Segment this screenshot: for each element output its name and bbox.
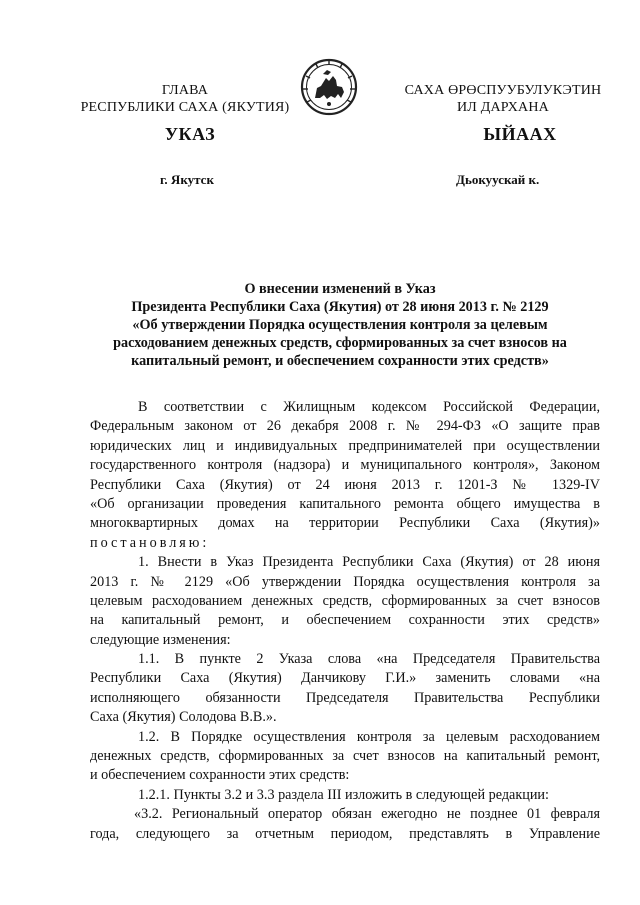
header-right-line2: ИЛ ДАРХАНА bbox=[456, 100, 549, 115]
body-line: денежных средств, сформированных за счет взносов на капитальный ремонт, bbox=[90, 748, 600, 765]
header-left bbox=[60, 82, 310, 116]
header-right bbox=[378, 82, 628, 116]
body-line: исполняющего обязанности Председателя Правительства Республики bbox=[90, 689, 600, 706]
body-line: многоквартирных домах на территории Республики Саха (Якутия)» bbox=[90, 515, 600, 532]
body-line: года, следующего за отчетным периодом, представлять в Управление bbox=[90, 825, 600, 842]
coat-of-arms-icon bbox=[300, 56, 358, 118]
header-right-line1: САХА ӨРӨСПУУБУЛУКЭТИН bbox=[404, 83, 602, 98]
body-line: 1. Внести в Указ Президента Республики Саха (Якутия) от 28 июня bbox=[138, 554, 600, 571]
doc-type-left: УКАЗ bbox=[164, 124, 216, 144]
title-line: капитальный ремонт, и обеспечением сохранности этих средств» bbox=[131, 353, 549, 369]
body-line: Республики Саха (Якутия) Данчикову Г.И.» заменить словами «на bbox=[90, 670, 600, 687]
city-left: г. Якутск bbox=[160, 172, 214, 187]
body-line: 1.1. В пункте 2 Указа слова «на Председателя Правительства bbox=[138, 651, 600, 668]
body-line: целевым расходованием денежных средств, сформированных за счет взносов bbox=[90, 592, 600, 609]
title-line: Президента Республики Саха (Якутия) от 28 июня 2013 г. № 2129 bbox=[131, 299, 549, 315]
body-line: 1.2. В Порядке осуществления контроля за целевым расходованием bbox=[138, 728, 600, 745]
header-left-line1: ГЛАВА bbox=[161, 83, 209, 98]
body-line: Республики Саха (Якутия) от 24 июня 2013 г. 1201-З № 1329-IV bbox=[90, 476, 600, 493]
document-title bbox=[60, 280, 620, 370]
body-line: и обеспечением сохранности этих средств: bbox=[90, 767, 350, 784]
body-line: на капитальный ремонт, и обеспечением сохранности этих средств» bbox=[90, 612, 600, 629]
body-line: постановляю: bbox=[90, 534, 210, 551]
city-right: Дьокуускай к. bbox=[456, 172, 540, 187]
document-body bbox=[90, 398, 600, 844]
title-line: О внесении изменений в Указ bbox=[244, 281, 436, 297]
body-line: Саха (Якутия) Солодова В.В.». bbox=[90, 709, 277, 726]
header-left-line2: РЕСПУБЛИКИ САХА (ЯКУТИЯ) bbox=[80, 100, 290, 115]
body-line: государственного контроля (надзора) и муниципального контроля», Законом bbox=[90, 457, 600, 474]
doc-type-right: ЫЙААХ bbox=[483, 124, 557, 144]
body-line: 2013 г. № 2129 «Об утверждении Порядка осуществления контроля за bbox=[90, 573, 600, 590]
title-line: расходованием денежных средств, сформированных за счет взносов на bbox=[113, 335, 567, 351]
body-line: юридических лиц и индивидуальных предпринимателей при осуществлении bbox=[90, 437, 600, 454]
body-line: «3.2. Региональный оператор обязан ежегодно не позднее 01 февраля bbox=[134, 806, 600, 823]
body-line: «Об организации проведения капитального ремонта общего имущества в bbox=[90, 495, 600, 512]
body-line: Федеральным законом от 26 декабря 2008 г. № 294-ФЗ «О защите прав bbox=[90, 418, 600, 435]
body-line: следующие изменения: bbox=[90, 631, 231, 648]
body-line: В соответствии с Жилищным кодексом Российской Федерации, bbox=[138, 399, 600, 415]
title-line: «Об утверждении Порядка осуществления контроля за целевым bbox=[132, 317, 548, 333]
body-line: 1.2.1. Пункты 3.2 и 3.3 раздела III изложить в следующей редакции: bbox=[138, 786, 549, 803]
